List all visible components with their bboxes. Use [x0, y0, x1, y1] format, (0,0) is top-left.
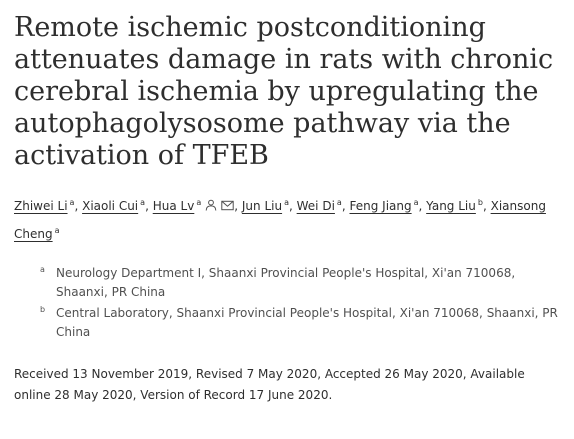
affiliation-list: [40, 264, 562, 342]
author-link[interactable]: Xiansong Cheng: [14, 199, 546, 241]
author-affiliation-marker: a: [54, 226, 60, 235]
author-affiliation-marker: a: [413, 198, 419, 207]
author-link[interactable]: Hua Lv: [152, 199, 195, 213]
author-separator: ,: [418, 199, 423, 213]
mail-icon[interactable]: [221, 196, 234, 219]
affiliation-text: Neurology Department I, Shaanxi Provincial People's Hospital, Xi'an 710068, Shaanxi, PR China: [56, 266, 516, 299]
article-header: [14, 12, 562, 406]
affiliation-label: a: [40, 265, 45, 274]
author-link[interactable]: Xiaoli Cui: [82, 199, 139, 213]
author-separator: ,: [341, 199, 346, 213]
article-history: Received 13 November 2019, Revised 7 May 2020, Accepted 26 May 2020, Available online 28 May 2020, Version of Record 17 June 2020.: [14, 367, 525, 402]
author-item: [242, 199, 297, 213]
author-item: [153, 199, 242, 213]
author-item: [349, 199, 426, 213]
affiliation-label: b: [40, 305, 46, 314]
author-separator: ,: [145, 199, 149, 213]
author-separator: ,: [482, 199, 487, 213]
author-list: [14, 191, 562, 246]
author-separator: ,: [288, 199, 293, 213]
author-affiliation-marker: a: [140, 198, 146, 207]
author-affiliation-marker: a: [284, 198, 289, 207]
author-affiliation-marker: a: [69, 198, 75, 207]
article-title: Remote ischemic postconditioning attenuates damage in rats with chronic cerebral ischemia by upregulating the autophagolysosome pathway via the activation of TFEB: [14, 12, 554, 171]
author-link[interactable]: Zhiwei Li: [14, 199, 68, 213]
affiliation-text: Central Laboratory, Shaanxi Provincial People's Hospital, Xi'an 710068, Shaanxi, PR China: [56, 306, 558, 339]
author-item: [426, 199, 490, 213]
author-item: [82, 199, 153, 213]
author-item: [297, 199, 350, 213]
person-icon: [205, 196, 217, 219]
author-separator: ,: [74, 199, 79, 213]
author-affiliation-marker: a: [336, 198, 342, 207]
author-separator: ,: [234, 199, 239, 213]
author-link[interactable]: Feng Jiang: [349, 199, 412, 213]
author-item: [14, 199, 82, 213]
author-affiliation-marker: b: [477, 198, 483, 207]
affiliation-item: [40, 264, 562, 302]
author-link[interactable]: Yang Liu: [426, 199, 476, 213]
affiliation-item: [40, 304, 562, 342]
author-link[interactable]: Wei Di: [296, 199, 335, 213]
author-affiliation-marker: a: [196, 198, 202, 207]
author-link[interactable]: Jun Liu: [241, 199, 283, 213]
